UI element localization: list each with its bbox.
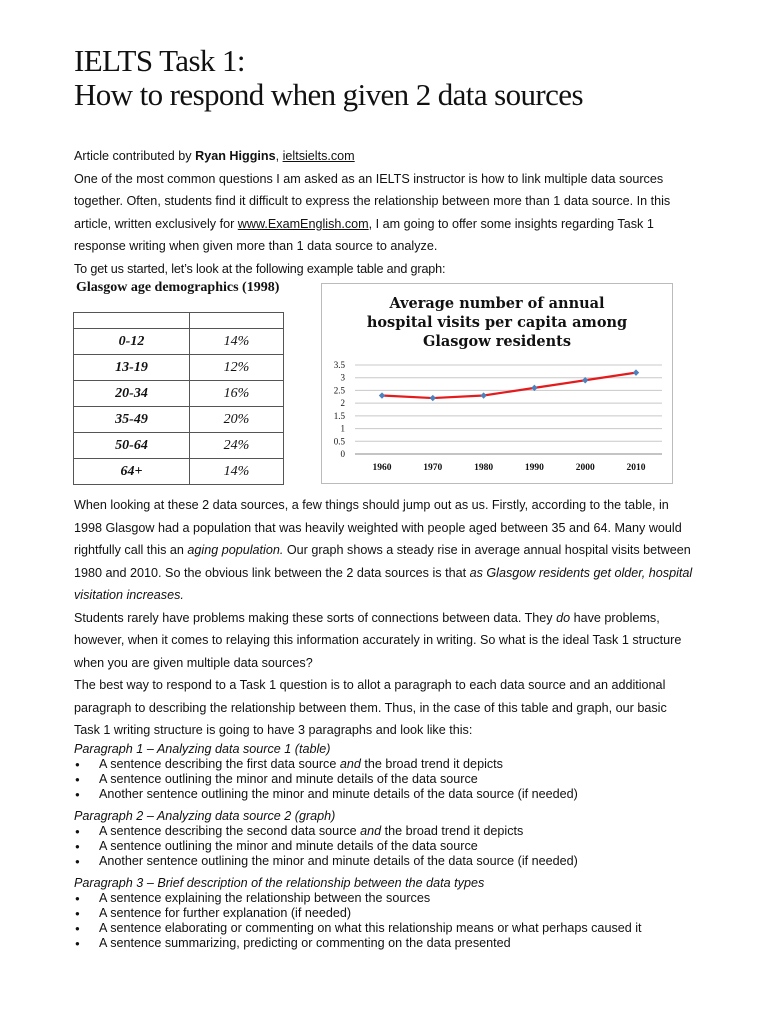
pct-cell: 12%	[190, 355, 284, 381]
body-text: Students rarely have problems making these sorts of connections between data. They	[74, 610, 557, 625]
age-cell: 50-64	[74, 433, 190, 459]
section-heading: Paragraph 2 – Analyzing data source 2 (graph)	[74, 809, 336, 823]
age-cell: 35-49	[74, 407, 190, 433]
author-site-link[interactable]: ieltsielts.com	[282, 149, 355, 163]
y-tick-label: 2	[340, 398, 345, 409]
age-cell: 0-12	[74, 329, 190, 355]
y-tick-label: 3	[340, 372, 345, 383]
author-name: Ryan Higgins	[195, 149, 276, 163]
x-tick-label: 2000	[575, 463, 595, 473]
examenglish-link[interactable]: www.ExamEnglish.com	[237, 216, 369, 231]
table-title: Glasgow age demographics (1998)	[76, 280, 280, 295]
list-item	[74, 757, 694, 772]
y-tick-label: 0.5	[333, 436, 345, 447]
page-title	[74, 44, 583, 112]
item-emphasis: and	[339, 757, 361, 771]
structure-section-2	[74, 809, 694, 869]
intro-paragraph	[74, 168, 694, 258]
body-text: have problems, however, when it comes to relaying this information accurately in writing. So what is the ideal Task 1 structure when you are given multiple data sources?	[74, 610, 682, 670]
pct-cell: 24%	[190, 433, 284, 459]
analysis-section	[74, 494, 694, 742]
table-row	[74, 355, 284, 381]
x-tick-label: 1990	[524, 463, 544, 473]
table-row	[74, 381, 284, 407]
age-cell: 64+	[74, 459, 190, 485]
data-point	[379, 392, 385, 398]
item-emphasis: and	[360, 824, 382, 838]
series-line	[382, 373, 636, 398]
x-tick-label: 2010	[626, 463, 646, 473]
x-tick-label: 1960	[372, 463, 392, 473]
pct-cell: 14%	[190, 329, 284, 355]
intro-text-a: One of the most common questions I am asked as an IELTS instructor is how to link multiple data sources together. Often, students find it difficult to express the relationship between more than 1 data source. In this article, written exclusively for	[74, 171, 671, 231]
chart-plot	[322, 284, 672, 483]
age-cell: 13-19	[74, 355, 190, 381]
structure-section-3	[74, 876, 694, 951]
item-text: the broad trend it depicts	[360, 757, 503, 771]
pct-cell: 14%	[190, 459, 284, 485]
body-emphasis: do	[556, 610, 571, 625]
intro-text-b: , I am going to offer some insights regarding Task 1 response writing when given more than 1 data source to analyze.	[74, 216, 654, 253]
y-tick-label: 2.5	[333, 385, 345, 396]
age-cell: 20-34	[74, 381, 190, 407]
table-row	[74, 407, 284, 433]
data-point	[633, 369, 639, 375]
chart-title-line: Average number of annual	[389, 295, 605, 312]
section-heading: Paragraph 1 – Analyzing data source 1 (table)	[74, 742, 331, 756]
list-item	[74, 824, 694, 839]
data-point	[430, 395, 436, 401]
chart-title-line: hospital visits per capita among	[366, 314, 628, 331]
table-row	[74, 329, 284, 355]
age-demographics-table	[73, 312, 284, 485]
title-line-1: IELTS Task 1:	[74, 43, 245, 78]
contributor-line	[74, 145, 694, 168]
y-tick-label: 0	[340, 449, 345, 459]
section-heading: Paragraph 3 – Brief description of the relationship between the data types	[74, 876, 485, 890]
x-tick-label: 1980	[474, 463, 494, 473]
list-item: ● A sentence for further explanation (if needed)	[74, 906, 694, 921]
y-tick-label: 1	[340, 423, 345, 434]
body-emphasis: as Glasgow residents get older, hospital visitation increases.	[74, 565, 693, 602]
pct-cell: 16%	[190, 381, 284, 407]
pct-cell: 20%	[190, 407, 284, 433]
body-text: Our graph shows a steady rise in average annual hospital visits between 1980 and 2010. So the obvious link between the 2 data sources is that	[74, 543, 691, 580]
y-tick-label: 3.5	[333, 360, 345, 370]
bullet-list	[74, 757, 694, 802]
body-text: When looking at these 2 data sources, a few things should jump out as us. Firstly, according to the table, in 1998 Glasgow had a population that was heavily weighted with people aged between 35 and 64. Many would rightfully call this an	[74, 498, 682, 557]
contrib-prefix: Article contributed by	[74, 149, 196, 163]
list-item: ● Another sentence outlining the minor and minute details of the data source (if needed)	[74, 787, 694, 802]
analysis-paragraph-1	[74, 494, 694, 607]
analysis-paragraph-2	[74, 607, 694, 675]
hospital-visits-chart	[321, 283, 673, 484]
list-item: ● A sentence outlining the minor and minute details of the data source	[74, 772, 694, 787]
bullet-list	[74, 824, 694, 869]
contrib-sep: ,	[275, 149, 283, 163]
analysis-paragraph-3: The best way to respond to a Task 1 question is to allot a paragraph to each data source and an additional paragraph to describing the relationship between them. Thus, in the case of this table and graph, our basic Task 1 writing structure is going to have 3 paragraphs and look like this:	[74, 678, 667, 737]
list-item: ● A sentence summarizing, predicting or commenting on the data presented	[74, 936, 694, 951]
x-tick-label: 1970	[423, 463, 443, 473]
chart-title-line: Glasgow residents	[422, 333, 572, 350]
body-emphasis: aging population.	[187, 543, 284, 557]
intro-section	[74, 145, 694, 280]
item-text: A sentence describing the first data source	[99, 757, 340, 771]
table-row	[74, 433, 284, 459]
data-point	[480, 392, 486, 398]
list-item: ● A sentence elaborating or commenting on what this relationship means or what perhaps caused it	[74, 921, 694, 936]
bullet-list	[74, 891, 694, 951]
list-item: ● Another sentence outlining the minor and minute details of the data source (if needed)	[74, 854, 694, 869]
table-blank-row	[74, 313, 284, 329]
list-item: ● A sentence explaining the relationship between the sources	[74, 891, 694, 906]
item-text: the broad trend it depicts	[381, 824, 524, 838]
table-row	[74, 459, 284, 485]
item-text: A sentence describing the second data source	[99, 824, 361, 838]
y-tick-label: 1.5	[333, 410, 345, 421]
structure-section-1	[74, 742, 694, 802]
intro-lead-in: To get us started, let’s look at the following example table and graph:	[74, 261, 446, 276]
list-item: ● A sentence outlining the minor and minute details of the data source	[74, 839, 694, 854]
title-line-2: How to respond when given 2 data sources	[74, 77, 583, 112]
